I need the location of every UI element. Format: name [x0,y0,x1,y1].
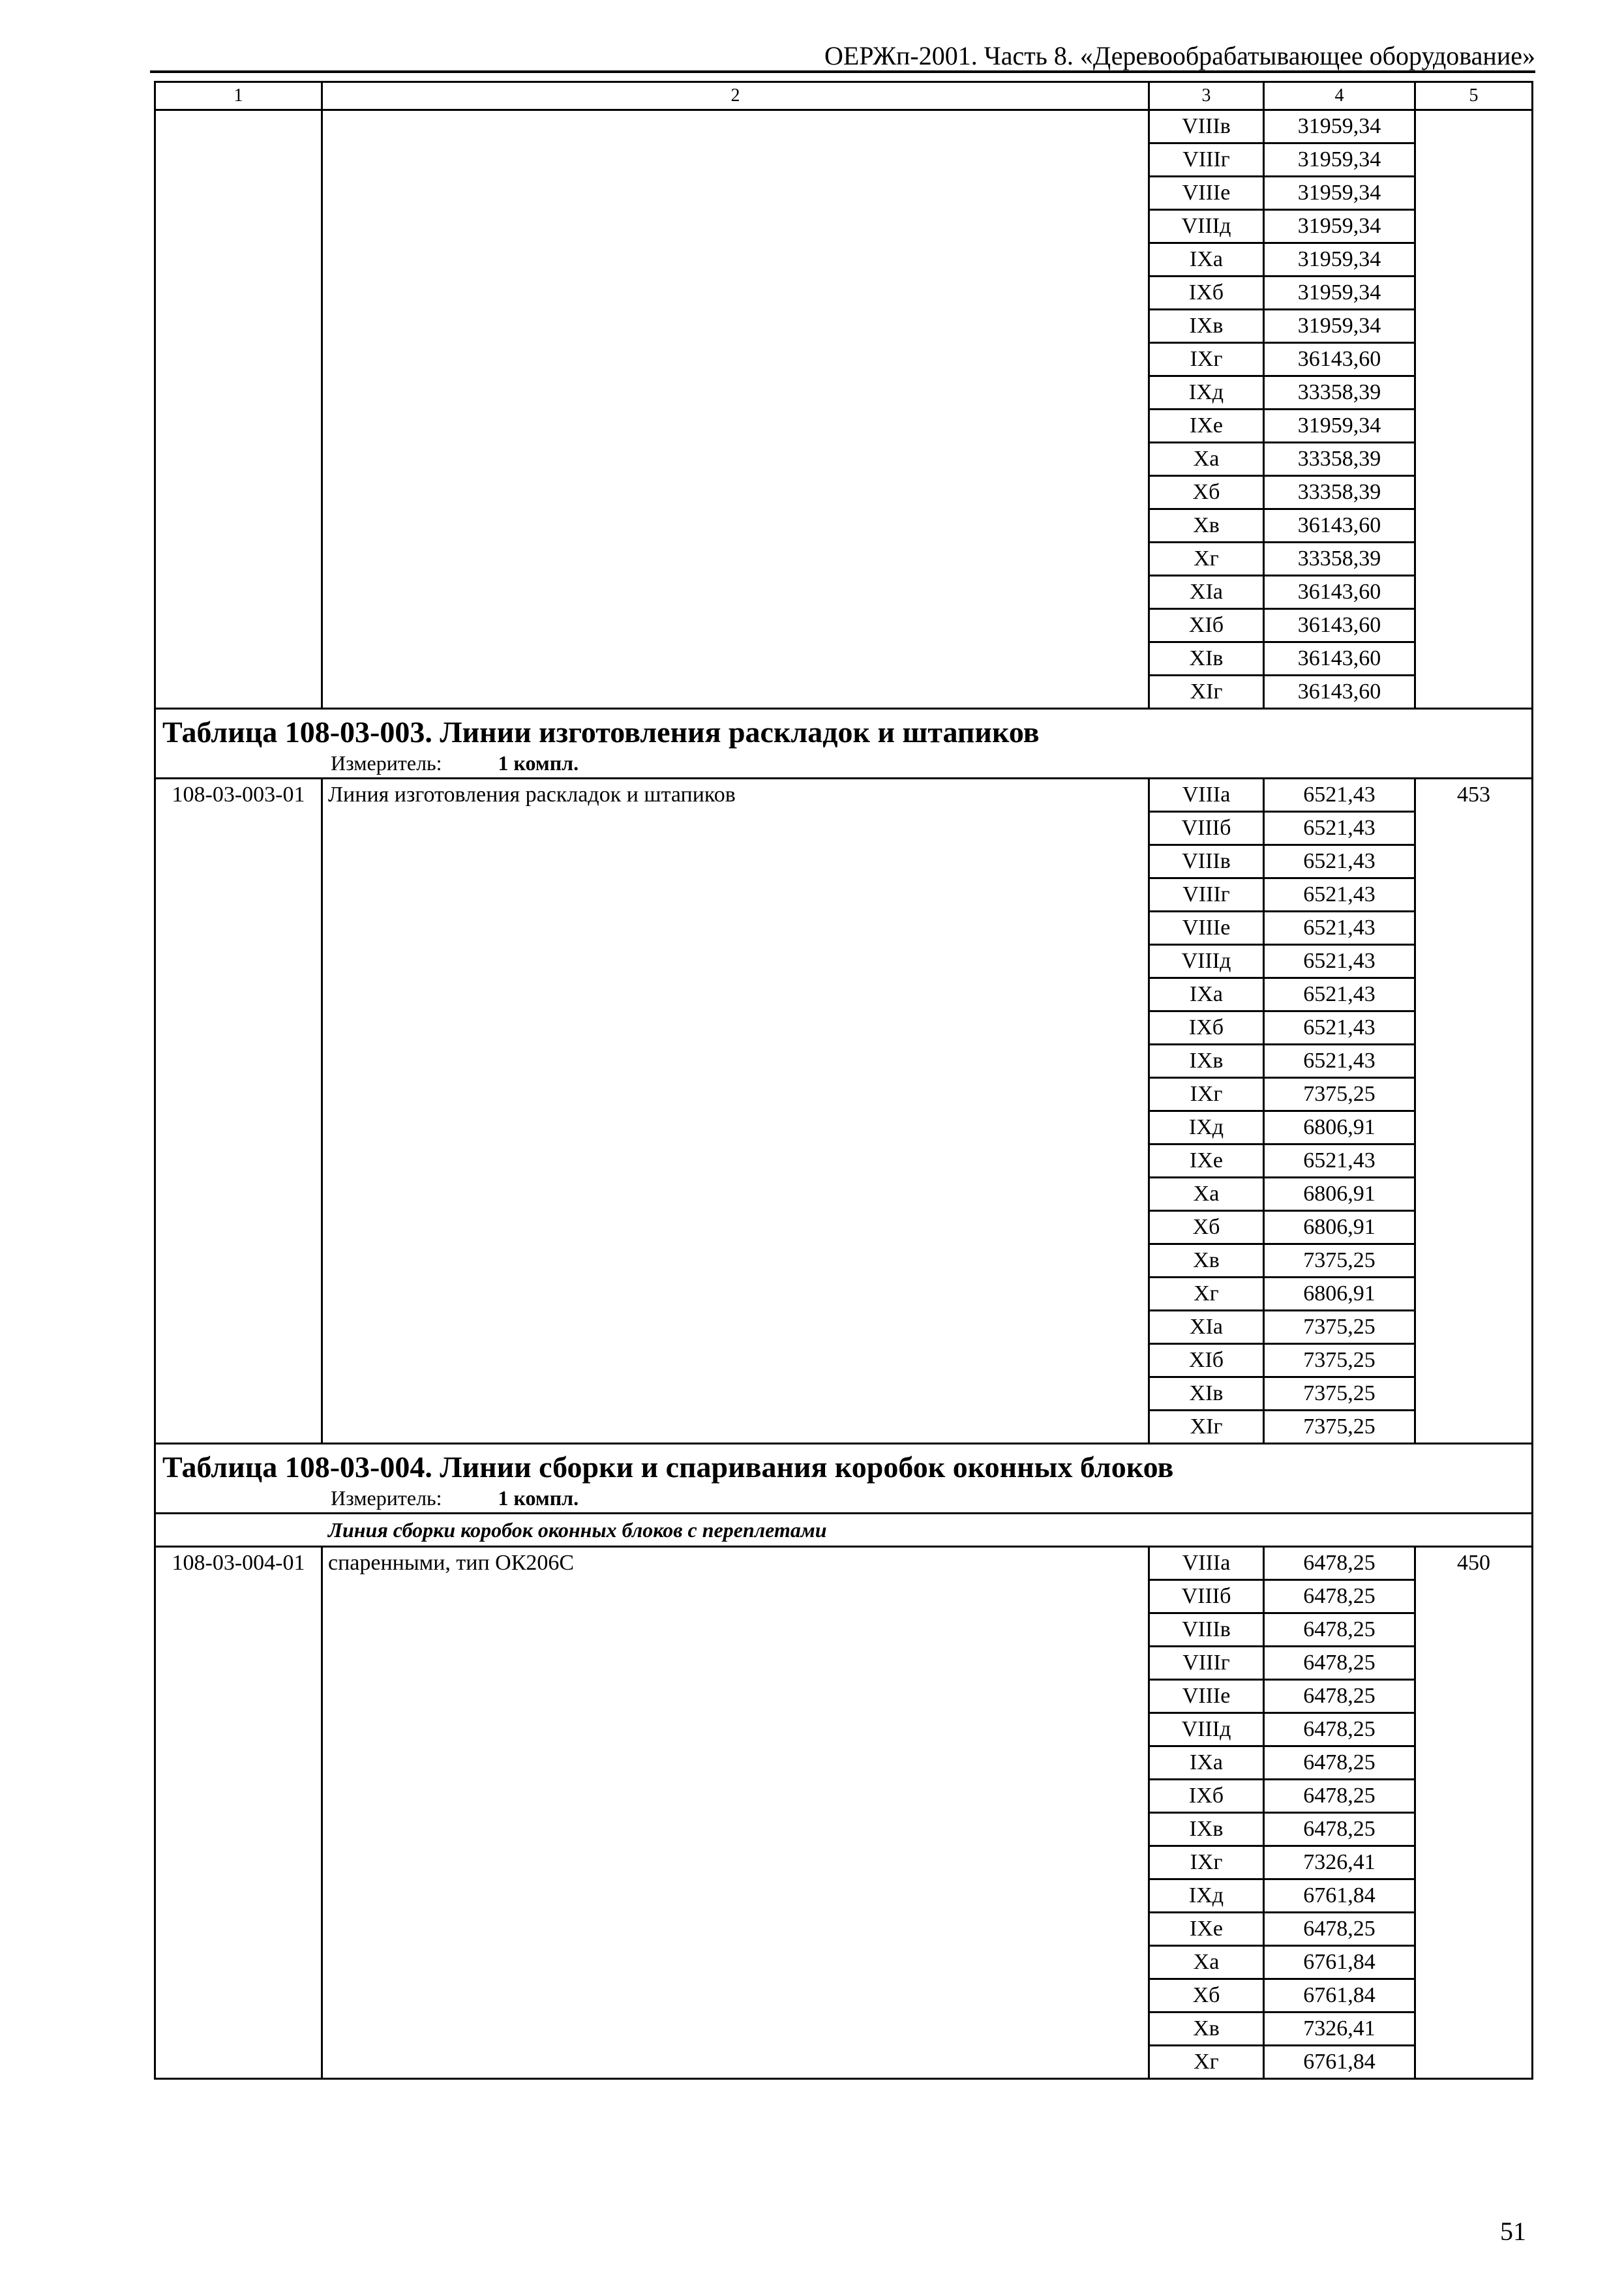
price-cell: 7375,25 [1264,1377,1415,1411]
zone-cell: XIа [1149,1311,1264,1344]
price-cell: 6478,25 [1264,1680,1415,1713]
table-title-row [155,1444,1533,1514]
price-cell: 6521,43 [1264,978,1415,1011]
zone-cell: IXе [1149,410,1264,443]
table-row [155,110,1533,143]
zone-cell: VIIIа [1149,779,1264,812]
zone-cell: Xв [1149,2012,1264,2046]
column-number: 5 [1415,82,1533,110]
zone-cell: VIIIв [1149,845,1264,878]
zone-cell: IXв [1149,1813,1264,1846]
price-table [154,81,1533,2080]
table-title: Таблица 108-03-003. Линии изготовления раскладок и штапиков [162,715,1040,749]
zone-cell: VIIIа [1149,1547,1264,1580]
price-cell: 6521,43 [1264,945,1415,978]
zone-cell: VIIIв [1149,1613,1264,1647]
price-cell: 6478,25 [1264,1613,1415,1647]
page-number: 51 [1500,2217,1526,2246]
zone-cell: VIIIг [1149,1647,1264,1680]
price-cell: 6478,25 [1264,1780,1415,1813]
zone-cell: IXб [1149,277,1264,310]
table-row [155,779,1533,812]
price-cell: 7375,25 [1264,1344,1415,1377]
price-cell: 33358,39 [1264,443,1415,476]
zone-cell: VIIIб [1149,812,1264,845]
zone-cell: VIIIе [1149,177,1264,210]
price-cell: 6521,43 [1264,1144,1415,1178]
column-numbers-row [155,82,1533,110]
measure-label: Измеритель: [331,751,442,775]
table-title-cell [155,709,1533,779]
price-cell: 33358,39 [1264,543,1415,576]
table-title: Таблица 108-03-004. Линии сборки и спаривания коробок оконных блоков [162,1450,1174,1484]
price-cell: 36143,60 [1264,343,1415,376]
price-cell: 36143,60 [1264,509,1415,543]
col5-cell: 450 [1415,1547,1533,2079]
price-cell: 7326,41 [1264,1846,1415,1879]
measure-value: 1 компл. [498,751,579,775]
zone-cell: Xг [1149,1278,1264,1311]
column-number: 3 [1149,82,1264,110]
measure-line [162,749,1525,777]
price-cell: 7375,25 [1264,1411,1415,1444]
price-cell: 31959,34 [1264,310,1415,343]
code-cell: 108-03-004-01 [155,1547,322,2079]
zone-cell: VIIIв [1149,110,1264,143]
price-cell: 31959,34 [1264,110,1415,143]
measure-line [162,1484,1525,1512]
price-cell: 7326,41 [1264,2012,1415,2046]
zone-cell: IXе [1149,1913,1264,1946]
price-cell: 36143,60 [1264,609,1415,642]
zone-cell: VIIIб [1149,1580,1264,1613]
zone-cell: IXв [1149,1045,1264,1078]
price-cell: 36143,60 [1264,676,1415,709]
price-cell: 6806,91 [1264,1211,1415,1244]
column-number: 2 [322,82,1149,110]
code-cell: 108-03-003-01 [155,779,322,1444]
price-cell: 33358,39 [1264,476,1415,509]
zone-cell: IXг [1149,1846,1264,1879]
measure-value: 1 компл. [498,1486,579,1510]
price-cell: 6521,43 [1264,878,1415,912]
price-cell: 6478,25 [1264,1713,1415,1746]
zone-cell: IXг [1149,343,1264,376]
price-cell: 6806,91 [1264,1111,1415,1144]
price-cell: 7375,25 [1264,1078,1415,1111]
price-cell: 6761,84 [1264,1879,1415,1913]
header-rule [150,70,1535,73]
subheading-row [155,1514,1533,1547]
price-cell: 31959,34 [1264,210,1415,243]
price-cell: 6478,25 [1264,1647,1415,1680]
zone-cell: VIIIг [1149,878,1264,912]
price-cell: 31959,34 [1264,143,1415,177]
zone-cell: Xа [1149,1178,1264,1211]
zone-cell: IXе [1149,1144,1264,1178]
zone-cell: Xа [1149,1946,1264,1979]
name-cell: спаренными, тип ОК206С [322,1547,1149,2079]
price-cell: 6478,25 [1264,1746,1415,1780]
price-cell: 6521,43 [1264,912,1415,945]
code-cell [155,110,322,709]
price-cell: 31959,34 [1264,177,1415,210]
price-cell: 6806,91 [1264,1178,1415,1211]
price-cell: 6478,25 [1264,1547,1415,1580]
zone-cell: Xб [1149,1211,1264,1244]
zone-cell: IXг [1149,1078,1264,1111]
price-cell: 6521,43 [1264,1011,1415,1045]
zone-cell: XIв [1149,1377,1264,1411]
price-cell: 6521,43 [1264,812,1415,845]
price-cell: 6521,43 [1264,1045,1415,1078]
price-cell: 36143,60 [1264,642,1415,676]
price-cell: 33358,39 [1264,376,1415,410]
zone-cell: Xг [1149,2046,1264,2079]
measure-label: Измеритель: [331,1486,442,1510]
price-cell: 7375,25 [1264,1311,1415,1344]
zone-cell: IXа [1149,1746,1264,1780]
price-cell: 6478,25 [1264,1580,1415,1613]
table-title-row [155,709,1533,779]
zone-cell: IXд [1149,376,1264,410]
zone-cell: VIIIе [1149,1680,1264,1713]
price-cell: 6761,84 [1264,1946,1415,1979]
name-cell: Линия изготовления раскладок и штапиков [322,779,1149,1444]
zone-cell: Xв [1149,1244,1264,1278]
zone-cell: IXд [1149,1111,1264,1144]
col5-cell: 453 [1415,779,1533,1444]
zone-cell: VIIIд [1149,1713,1264,1746]
zone-cell: IXв [1149,310,1264,343]
subheading: Линия сборки коробок оконных блоков с переплетами [155,1514,1533,1547]
price-cell: 31959,34 [1264,243,1415,277]
zone-cell: Xа [1149,443,1264,476]
zone-cell: Xб [1149,1979,1264,2012]
col5-cell [1415,110,1533,709]
zone-cell: VIIIд [1149,945,1264,978]
column-number: 1 [155,82,322,110]
zone-cell: XIб [1149,609,1264,642]
zone-cell: VIIIд [1149,210,1264,243]
price-cell: 6478,25 [1264,1813,1415,1846]
zone-cell: XIв [1149,642,1264,676]
zone-cell: VIIIг [1149,143,1264,177]
price-cell: 31959,34 [1264,277,1415,310]
table-row [155,1547,1533,1580]
price-cell: 6806,91 [1264,1278,1415,1311]
zone-cell: Xв [1149,509,1264,543]
price-cell: 36143,60 [1264,576,1415,609]
zone-cell: IXа [1149,978,1264,1011]
zone-cell: IXб [1149,1780,1264,1813]
price-cell: 6761,84 [1264,1979,1415,2012]
zone-cell: IXб [1149,1011,1264,1045]
zone-cell: XIг [1149,676,1264,709]
zone-cell: XIа [1149,576,1264,609]
zone-cell: Xб [1149,476,1264,509]
zone-cell: VIIIе [1149,912,1264,945]
price-cell: 6478,25 [1264,1913,1415,1946]
price-cell: 6521,43 [1264,845,1415,878]
zone-cell: IXд [1149,1879,1264,1913]
price-cell: 6761,84 [1264,2046,1415,2079]
zone-cell: IXа [1149,243,1264,277]
zone-cell: XIб [1149,1344,1264,1377]
name-cell [322,110,1149,709]
zone-cell: Xг [1149,543,1264,576]
zone-cell: XIг [1149,1411,1264,1444]
column-number: 4 [1264,82,1415,110]
price-cell: 7375,25 [1264,1244,1415,1278]
running-header: ОЕРЖп-2001. Часть 8. «Деревообрабатывающее оборудование» [824,41,1535,70]
price-cell: 6521,43 [1264,779,1415,812]
price-cell: 31959,34 [1264,410,1415,443]
table-title-cell [155,1444,1533,1514]
